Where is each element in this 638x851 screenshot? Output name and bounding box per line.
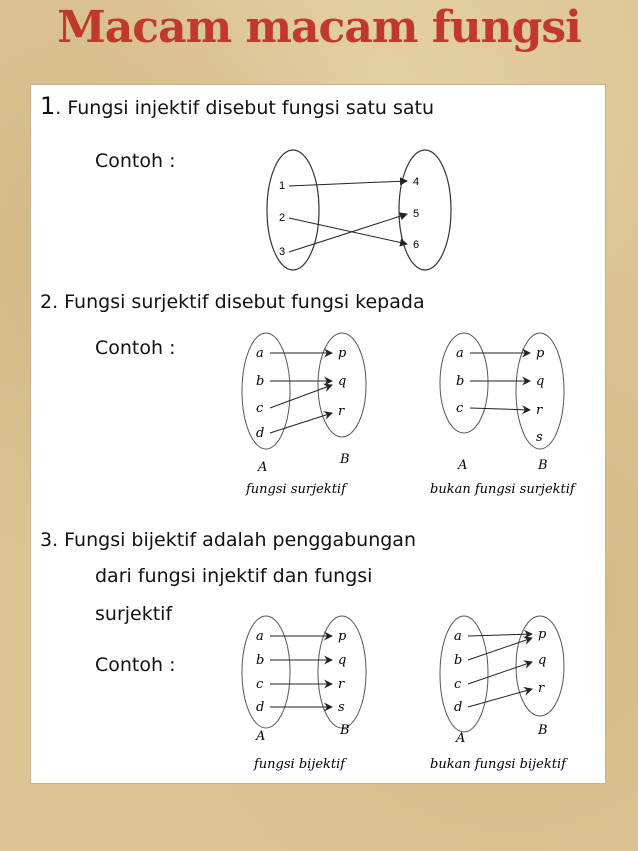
set-a-label: A xyxy=(456,731,466,746)
set-a-ellipse xyxy=(440,616,488,732)
arrow-c-q xyxy=(270,385,332,408)
arrow-a-p xyxy=(468,634,532,636)
element-s: s xyxy=(338,700,345,715)
element-r: r xyxy=(536,403,543,418)
diagram-caption: fungsi surjektif xyxy=(246,482,346,497)
injective-mapping-diagram xyxy=(265,148,465,278)
set-a-label: A xyxy=(458,458,468,473)
section-1-text: . Fungsi injektif disebut fungsi satu satu xyxy=(55,97,435,119)
set-b-label: B xyxy=(538,458,548,473)
arrow-c-q xyxy=(468,662,532,684)
element-d: d xyxy=(454,700,463,715)
diagram-caption: fungsi bijektif xyxy=(254,757,346,772)
element-a: a xyxy=(456,346,464,361)
element-s: s xyxy=(536,430,543,445)
element-q: q xyxy=(338,374,347,389)
codomain-element-4: 4 xyxy=(413,176,420,188)
surjective-diagram xyxy=(236,333,386,503)
non-surjective-diagram xyxy=(428,333,598,503)
element-p: p xyxy=(338,629,347,644)
element-c: c xyxy=(456,401,464,416)
element-p: p xyxy=(338,346,347,361)
section-3-line-3: surjektif xyxy=(95,603,173,625)
mapping-arrow-2-6 xyxy=(289,218,407,244)
element-b: b xyxy=(256,653,265,668)
arrow-d-r xyxy=(468,689,532,707)
domain-element-2: 2 xyxy=(279,212,286,224)
codomain-element-6: 6 xyxy=(413,239,420,251)
element-r: r xyxy=(338,677,345,692)
domain-set-ellipse xyxy=(267,150,319,270)
set-b-label: B xyxy=(340,723,350,738)
element-b: b xyxy=(256,374,265,389)
section-3-line-2: dari fungsi injektif dan fungsi xyxy=(95,565,373,587)
element-c: c xyxy=(256,677,264,692)
element-a: a xyxy=(454,629,462,644)
arrow-c-r xyxy=(470,408,530,410)
section-1-heading xyxy=(40,92,434,120)
element-d: d xyxy=(256,700,265,715)
element-r: r xyxy=(538,681,545,696)
element-p: p xyxy=(536,346,545,361)
domain-element-1: 1 xyxy=(279,180,286,192)
element-r: r xyxy=(338,404,345,419)
codomain-element-5: 5 xyxy=(413,208,420,220)
element-a: a xyxy=(256,346,264,361)
arrow-b-p xyxy=(468,638,532,660)
set-b-label: B xyxy=(340,452,350,467)
element-c: c xyxy=(256,401,264,416)
set-a-ellipse xyxy=(242,616,290,728)
section-2-heading: 2. Fungsi surjektif disebut fungsi kepada xyxy=(40,291,425,313)
diagram-caption: bukan fungsi bijektif xyxy=(430,757,566,772)
element-p: p xyxy=(538,627,547,642)
set-a-label: A xyxy=(256,729,266,744)
section-3-example-label: Contoh : xyxy=(95,654,176,676)
element-q: q xyxy=(536,374,545,389)
element-q: q xyxy=(338,653,347,668)
section-2-example-label: Contoh : xyxy=(95,337,176,359)
arrow-d-r xyxy=(270,413,332,433)
non-bijective-diagram xyxy=(428,616,598,781)
section-1-number: 1 xyxy=(40,92,56,120)
domain-element-3: 3 xyxy=(279,246,286,258)
set-a-ellipse xyxy=(242,333,290,449)
codomain-set-ellipse xyxy=(399,150,451,270)
set-b-label: B xyxy=(538,723,548,738)
page-title: Macam macam fungsi xyxy=(57,2,581,53)
element-c: c xyxy=(454,677,462,692)
bijective-diagram xyxy=(236,616,386,781)
section-3-line-1: 3. Fungsi bijektif adalah penggabungan xyxy=(40,529,416,551)
element-b: b xyxy=(454,653,463,668)
diagram-caption: bukan fungsi surjektif xyxy=(430,482,575,497)
element-q: q xyxy=(538,653,547,668)
element-b: b xyxy=(456,374,465,389)
mapping-arrow-3-5 xyxy=(289,214,407,252)
element-d: d xyxy=(256,426,265,441)
section-1-example-label: Contoh : xyxy=(95,150,176,172)
set-a-label: A xyxy=(258,460,268,475)
element-a: a xyxy=(256,629,264,644)
mapping-arrow-1-4 xyxy=(289,181,407,186)
